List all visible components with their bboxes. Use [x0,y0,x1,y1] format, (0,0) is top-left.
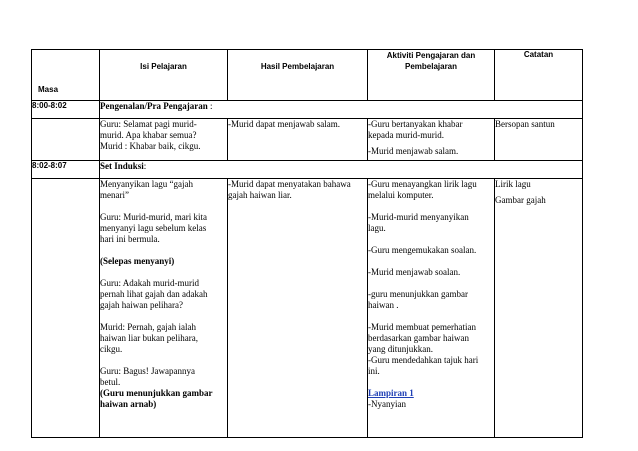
lesson-plan-table [31,49,583,438]
hasil-pembelajaran-cell [228,179,368,438]
text-line: menyanyi lagu sebelum kelas [100,223,207,233]
text-line: -Nyanyian [368,399,406,409]
header-aktiviti-line1: Aktiviti Pengajaran dan [386,51,476,60]
isi-pelajaran-cell [100,119,228,161]
text-line: berdasarkan gambar haiwan [368,333,469,343]
text-line: haiwan . [368,300,399,310]
header-masa: Masa [32,50,100,101]
table-header-row [32,50,583,101]
text-line: pernah lihat gajah dan adakah [100,289,208,299]
text-line: -Guru bertanyakan khabar [368,119,463,129]
text-line: -Guru mengemukakan soalan. [368,245,477,255]
section-title: Pengenalan/Pra Pengajaran [100,101,208,111]
text-line: murid. Apa khabar semua? [100,130,197,140]
text-line: -Murid membuat pemerhatian [368,322,476,332]
text-line: Murid : Khabar baik, cikgu. [100,141,201,151]
catatan-cell [495,179,583,438]
hasil-pembelajaran-cell [228,119,368,161]
text-line: haiwan arnab) [100,399,157,409]
table-row [32,119,583,161]
text-line: (Selepas menyanyi) [100,256,175,266]
lampiran-link[interactable]: Lampiran 1 [368,388,414,398]
text-line: betul. [100,377,121,387]
text-line: menari” [100,190,129,200]
text-line: Gambar gajah [495,195,546,205]
text-line: -Murid dapat menyatakan bahawa [228,179,351,189]
aktiviti-cell [368,179,495,438]
header-catatan: Catatan [495,50,583,101]
time-empty-cell [32,179,100,438]
table-row [32,179,583,438]
time-cell: 8:00-8:02 [32,101,100,119]
time-empty-cell [32,119,100,161]
text-line: cikgu. [100,344,123,354]
text-line: Guru: Selamat pagi murid- [100,119,197,129]
section-title-suffix: : [143,161,147,171]
text-line: haiwan liar bukan pelihara, [100,333,198,343]
text-line: melalui komputer. [368,190,434,200]
text-line: (Guru menunjukkan gambar [100,388,213,398]
text-line: -Guru mendedahkan tajuk hari [368,355,479,365]
catatan-cell [495,119,583,161]
section-title: Set Induksi [100,161,144,171]
section-row [32,101,583,119]
text-line: -guru menunjukkan gambar [368,289,468,299]
text-line: -Murid menjawab soalan. [368,267,461,277]
header-hasil-pembelajaran: Hasil Pembelajaran [228,50,368,101]
section-title-cell [100,101,583,119]
header-isi-pelajaran: Isi Pelajaran [100,50,228,101]
text-line: lagu. [368,223,386,233]
section-row [32,161,583,179]
text-line: Bersopan santun [495,119,555,129]
time-cell: 8:02-8:07 [32,161,100,179]
text-line: ini. [368,366,380,376]
section-title-cell [100,161,583,179]
text-line: -Murid-murid menyanyikan [368,212,469,222]
text-line: -Murid dapat menjawab salam. [228,119,340,129]
section-title-suffix: : [207,101,213,111]
text-line: yang ditunjukkan. [368,344,433,354]
text-line: gajah haiwan liar. [228,190,292,200]
text-line: Lirik lagu [495,179,531,189]
text-line: Guru: Adakah murid-murid [100,278,199,288]
header-aktiviti-line2: Pembelajaran [404,62,458,71]
isi-pelajaran-cell [100,179,228,438]
text-line: Guru: Murid-murid, mari kita [100,212,207,222]
text-line: hari ini bermula. [100,234,160,244]
text-line: -Guru menayangkan lirik lagu [368,179,477,189]
text-line: Menyanyikan lagu “gajah [100,179,193,189]
text-line: Murid: Pernah, gajah ialah [100,322,196,332]
text-line: -Murid menjawab salam. [368,146,459,156]
aktiviti-cell [368,119,495,161]
header-aktiviti [368,50,495,101]
text-line: Guru: Bagus! Jawapannya [100,366,195,376]
text-line: kepada murid-murid. [368,130,444,140]
text-line: gajah haiwan pelihara? [100,300,183,310]
